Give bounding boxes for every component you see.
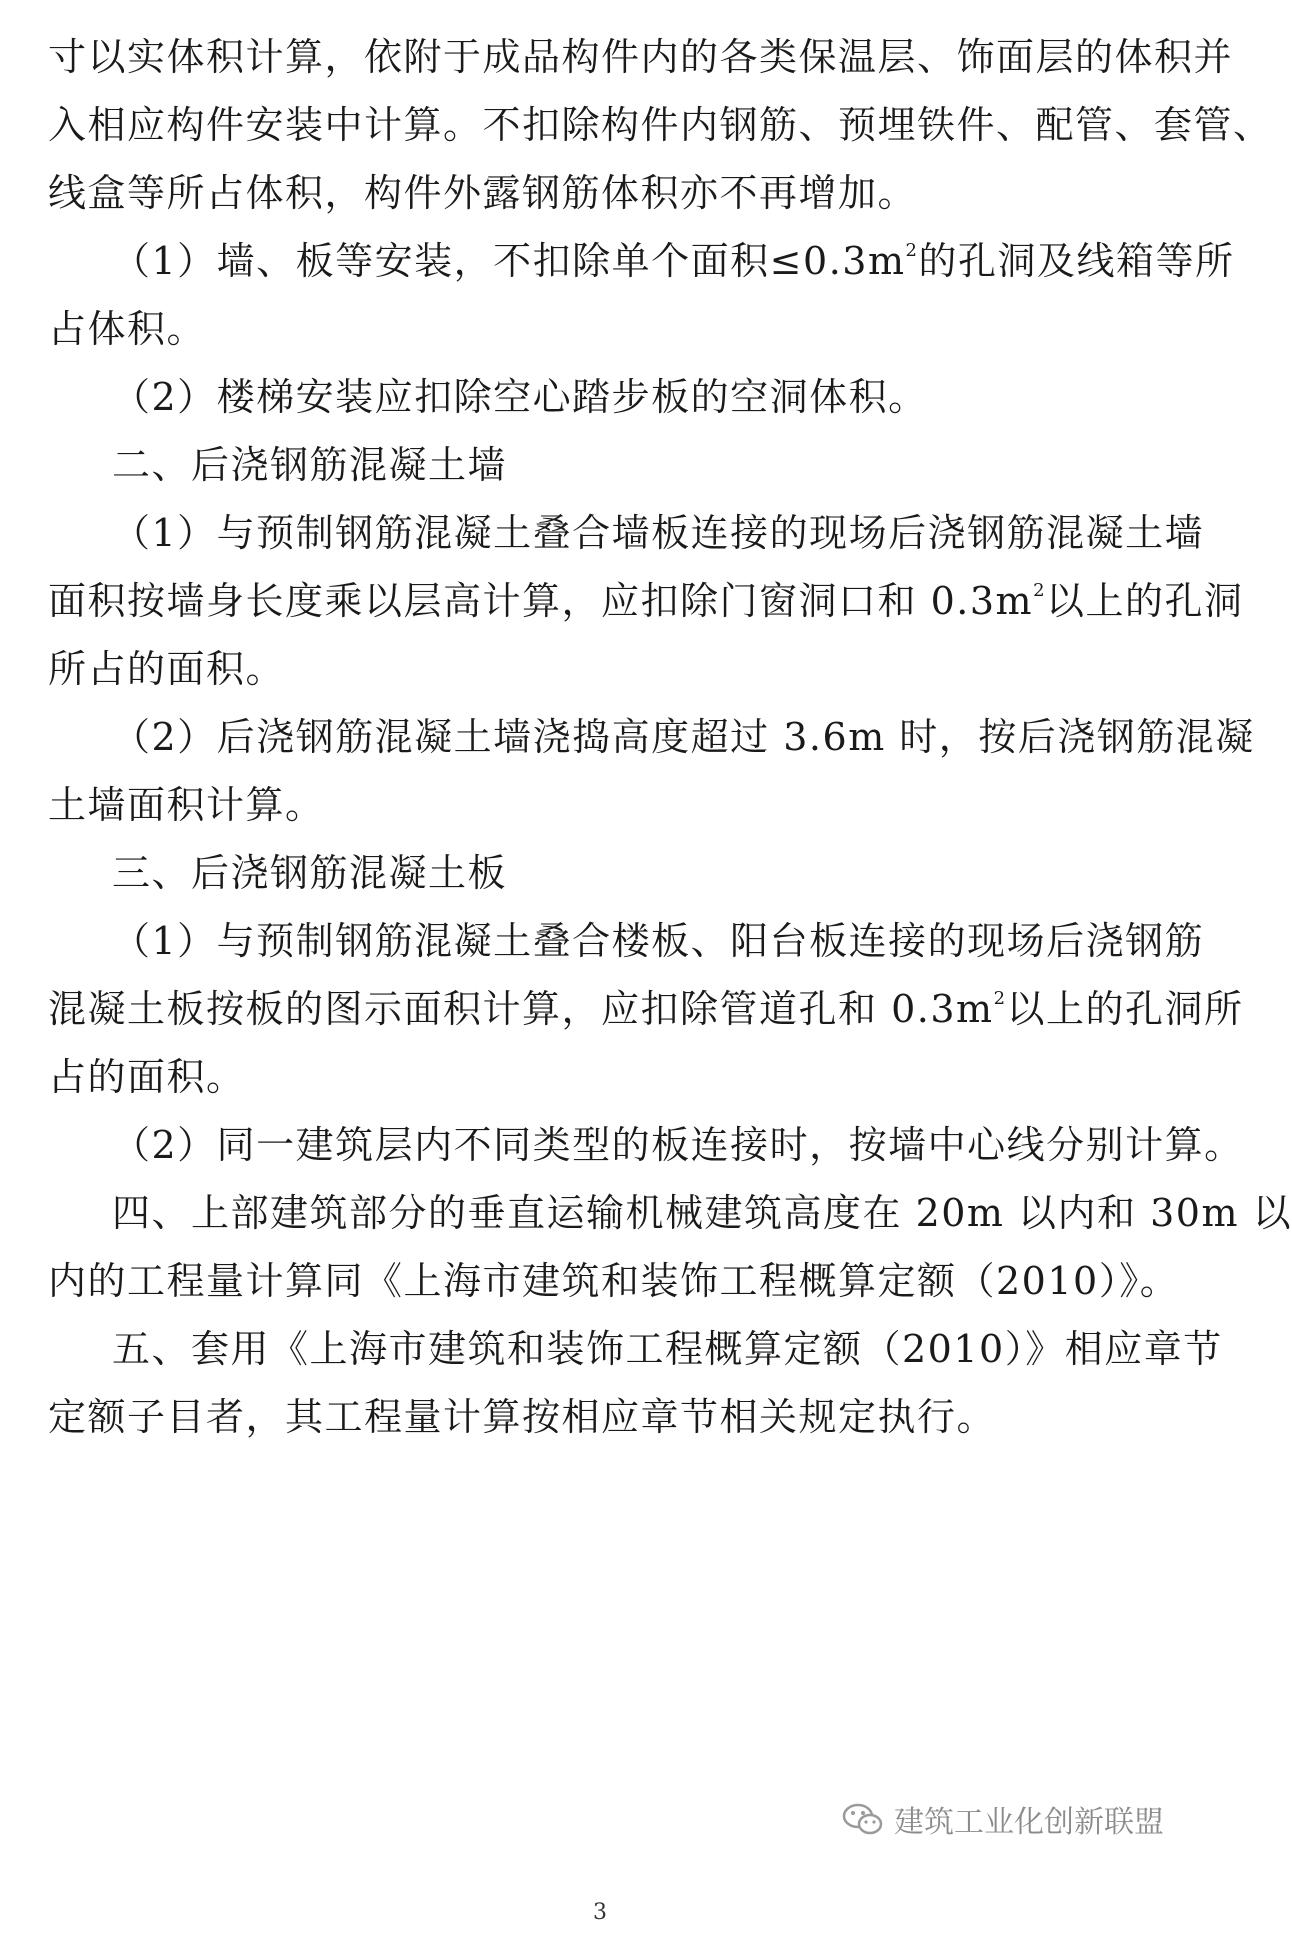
section-heading: 三、后浇钢筋混凝土板 [112,851,508,895]
text-span: 以上的孔洞 [1046,579,1244,623]
text-line: 寸以实体积计算，依附于成品构件内的各类保温层、饰面层的体积并 [48,35,1234,79]
superscript: 2 [993,988,1007,1009]
text-line: 所占的面积。 [48,647,286,691]
text-line: 入相应构件安装中计算。不扣除构件内钢筋、预埋铁件、配管、套管、 [48,103,1273,147]
text-line: 土墙面积计算。 [48,783,325,827]
text-span: （1）墙、板等安装，不扣除单个面积≤0.3m [112,239,906,283]
text-line [48,578,1244,624]
watermark [842,1796,1164,1842]
text-line [48,986,1244,1032]
text-line: 占的面积。 [48,1055,246,1099]
page-number: 3 [593,1900,607,1925]
text-line: 占体积。 [48,307,207,351]
text-line: （2）同一建筑层内不同类型的板连接时，按墙中心线分别计算。 [112,1123,1244,1167]
text-line: 定额子目者，其工程量计算按相应章节相关规定执行。 [48,1395,997,1439]
text-line: （2）楼梯安装应扣除空心踏步板的空洞体积。 [112,375,928,419]
section-heading: 四、上部建筑部分的垂直运输机械建筑高度在 20m 以内和 30m 以 [112,1191,1292,1235]
superscript: 2 [1033,580,1047,601]
text-span: 以上的孔洞所 [1006,987,1244,1031]
text-span: 的孔洞及线箱等所 [918,239,1235,283]
section-heading: 二、后浇钢筋混凝土墙 [112,443,508,487]
text-line: （1）与预制钢筋混凝土叠合墙板连接的现场后浇钢筋混凝土墙 [112,511,1205,555]
text-span: 混凝土板按板的图示面积计算，应扣除管道孔和 0.3m [48,987,994,1031]
section-heading: 五、套用《上海市建筑和装饰工程概算定额（2010）》相应章节 [112,1327,1223,1371]
wechat-icon [842,1802,884,1836]
text-span: 面积按墙身长度乘以层高计算，应扣除门窗洞口和 0.3m [48,579,1034,623]
text-line: 内的工程量计算同《上海市建筑和装饰工程概算定额（2010）》。 [48,1259,1180,1303]
text-line: 线盒等所占体积，构件外露钢筋体积亦不再增加。 [48,171,918,215]
text-line: （2）后浇钢筋混凝土墙浇捣高度超过 3.6m 时，按后浇钢筋混凝 [112,715,1255,759]
superscript: 2 [905,240,919,261]
text-line: （1）与预制钢筋混凝土叠合楼板、阳台板连接的现场后浇钢筋 [112,919,1205,963]
watermark-text: 建筑工业化创新联盟 [894,1805,1164,1840]
text-line [112,238,1235,284]
